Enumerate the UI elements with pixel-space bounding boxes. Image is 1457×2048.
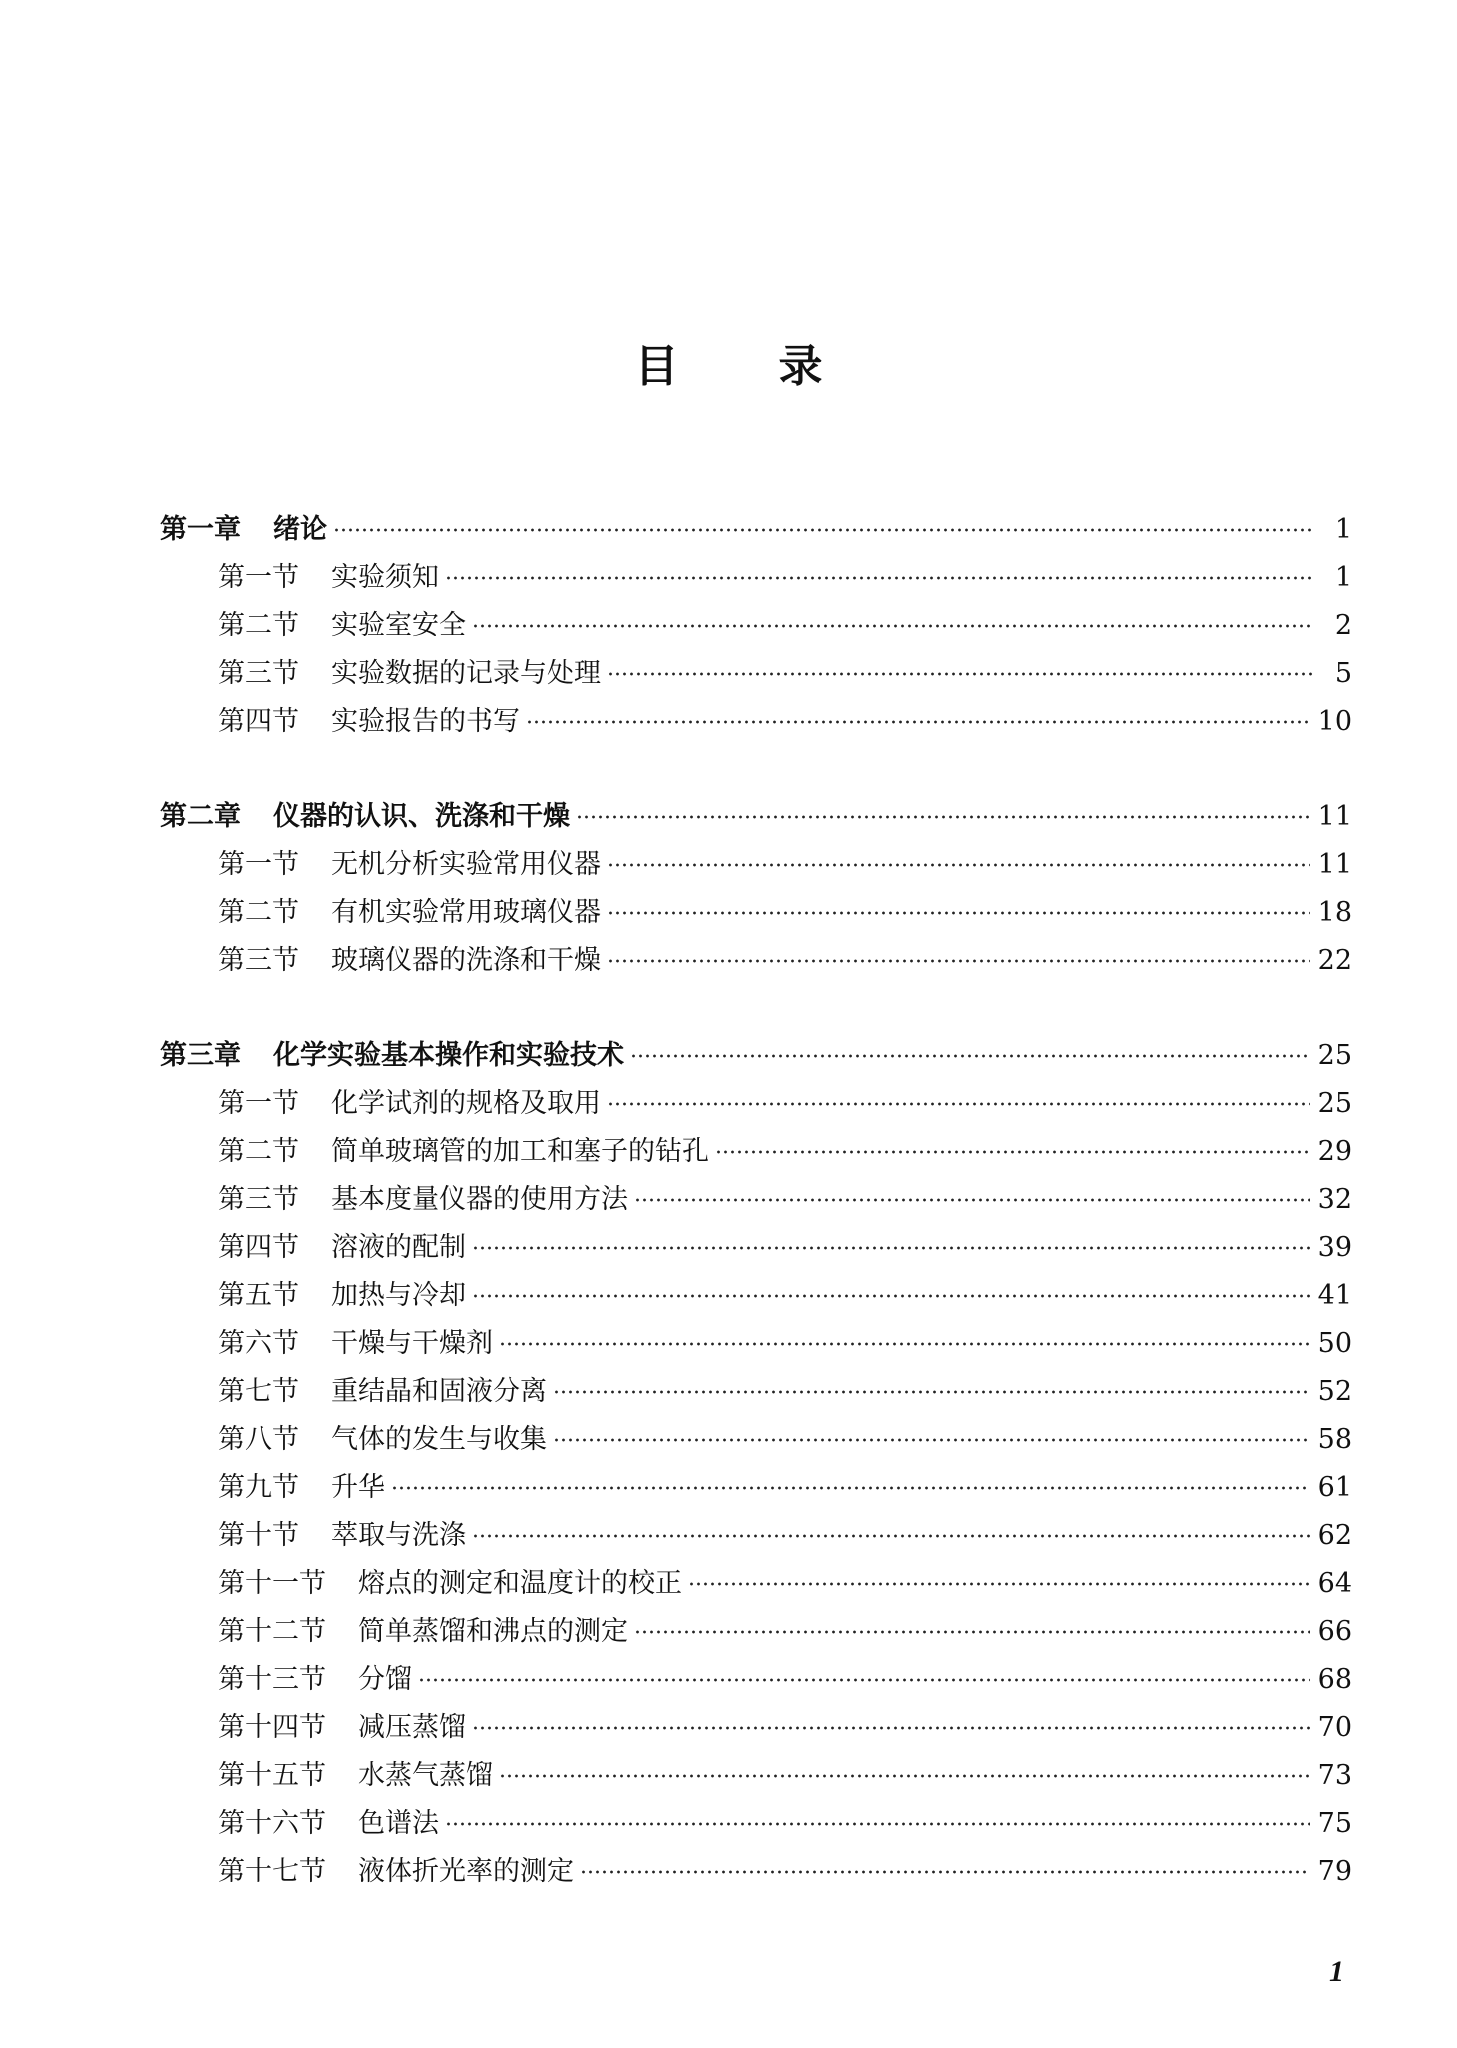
page-ref: 39 — [1317, 1232, 1352, 1263]
chapter-number: 第三章 — [160, 1040, 241, 1071]
section-title: 实验数据的记录与处理 — [331, 658, 601, 689]
page-title: 目录 — [634, 341, 923, 392]
chapter-title: 化学实验基本操作和实验技术 — [273, 1040, 624, 1071]
dot-leader — [607, 959, 1310, 963]
section-title: 液体折光率的测定 — [358, 1856, 574, 1887]
section-title: 无机分析实验常用仪器 — [331, 849, 601, 880]
dot-leader — [630, 1054, 1310, 1058]
page-ref: 1 — [1334, 562, 1352, 593]
section-number: 第四节 — [218, 706, 299, 737]
section-title: 溶液的配制 — [331, 1232, 466, 1263]
toc-section-entry[interactable] — [160, 650, 1352, 698]
section-number: 第三节 — [218, 1184, 299, 1215]
section-title: 实验须知 — [331, 562, 439, 593]
section-title: 化学试剂的规格及取用 — [331, 1088, 601, 1119]
section-number: 第十节 — [218, 1520, 299, 1551]
section-number: 第十一节 — [218, 1568, 326, 1599]
section-title: 加热与冷却 — [331, 1280, 466, 1311]
dot-leader — [607, 911, 1310, 915]
page-ref: 25 — [1317, 1088, 1352, 1119]
page-ref: 64 — [1317, 1568, 1352, 1599]
toc-chapter-entry[interactable] — [160, 1032, 1352, 1080]
dot-leader — [688, 1582, 1310, 1586]
section-number: 第一节 — [218, 1088, 299, 1119]
section-title: 干燥与干燥剂 — [331, 1328, 493, 1359]
section-number: 第二节 — [218, 610, 299, 641]
section-number: 第十三节 — [218, 1664, 326, 1695]
page-ref: 75 — [1317, 1808, 1352, 1839]
toc-section-entry[interactable] — [160, 1416, 1352, 1464]
page-ref: 62 — [1317, 1520, 1352, 1551]
toc-chapter-block — [160, 506, 1352, 746]
section-number: 第十六节 — [218, 1808, 326, 1839]
page-ref: 18 — [1317, 897, 1352, 928]
dot-leader — [445, 1822, 1310, 1826]
toc-chapter-entry[interactable] — [160, 793, 1352, 841]
section-number: 第五节 — [218, 1280, 299, 1311]
page-ref: 52 — [1317, 1376, 1352, 1407]
toc-section-entry[interactable] — [160, 554, 1352, 602]
page-ref: 41 — [1317, 1280, 1352, 1311]
section-number: 第一节 — [218, 849, 299, 880]
page-ref: 10 — [1317, 706, 1352, 737]
toc-section-entry[interactable] — [160, 1560, 1352, 1608]
toc-chapter-block — [160, 793, 1352, 985]
section-title: 气体的发生与收集 — [331, 1424, 547, 1455]
section-number: 第一节 — [218, 562, 299, 593]
page-ref: 73 — [1317, 1760, 1352, 1791]
toc-section-entry[interactable] — [160, 1512, 1352, 1560]
toc-section-entry[interactable] — [160, 937, 1352, 985]
chapter-title: 仪器的认识、洗涤和干燥 — [273, 801, 570, 832]
dot-leader — [607, 1102, 1310, 1106]
dot-leader — [607, 863, 1310, 867]
dot-leader — [418, 1678, 1310, 1682]
section-number: 第四节 — [218, 1232, 299, 1263]
dot-leader — [715, 1150, 1310, 1154]
section-number: 第三节 — [218, 945, 299, 976]
section-title: 简单蒸馏和沸点的测定 — [358, 1616, 628, 1647]
table-of-contents — [160, 506, 1352, 1943]
toc-chapter-block — [160, 1032, 1352, 1896]
dot-leader — [472, 1246, 1310, 1250]
toc-section-entry[interactable] — [160, 1800, 1352, 1848]
page-ref: 11 — [1317, 849, 1352, 880]
page-ref: 68 — [1317, 1664, 1352, 1695]
page-ref: 29 — [1317, 1136, 1352, 1167]
section-title: 实验室安全 — [331, 610, 466, 641]
dot-leader — [607, 672, 1314, 676]
toc-chapter-entry[interactable] — [160, 506, 1352, 554]
page-ref: 50 — [1317, 1328, 1352, 1359]
section-title: 重结晶和固液分离 — [331, 1376, 547, 1407]
section-number: 第九节 — [218, 1472, 299, 1503]
toc-section-entry[interactable] — [160, 1080, 1352, 1128]
section-number: 第八节 — [218, 1424, 299, 1455]
section-number: 第十四节 — [218, 1712, 326, 1743]
page-ref: 22 — [1317, 945, 1352, 976]
dot-leader — [553, 1438, 1310, 1442]
dot-leader — [526, 720, 1310, 724]
toc-section-entry[interactable] — [160, 698, 1352, 746]
dot-leader — [472, 1294, 1310, 1298]
toc-section-entry[interactable] — [160, 1272, 1352, 1320]
page-ref: 58 — [1317, 1424, 1352, 1455]
dot-leader — [391, 1486, 1310, 1490]
section-title: 基本度量仪器的使用方法 — [331, 1184, 628, 1215]
section-title: 实验报告的书写 — [331, 706, 520, 737]
section-title: 减压蒸馏 — [358, 1712, 466, 1743]
section-number: 第二节 — [218, 1136, 299, 1167]
section-number: 第十五节 — [218, 1760, 326, 1791]
dot-leader — [472, 624, 1314, 628]
toc-section-entry[interactable] — [160, 1656, 1352, 1704]
toc-section-entry[interactable] — [160, 602, 1352, 650]
page-ref: 70 — [1317, 1712, 1352, 1743]
chapter-number: 第一章 — [160, 514, 241, 545]
toc-section-entry[interactable] — [160, 1176, 1352, 1224]
section-number: 第三节 — [218, 658, 299, 689]
toc-section-entry[interactable] — [160, 1704, 1352, 1752]
page-ref: 61 — [1317, 1472, 1352, 1503]
page-ref: 2 — [1334, 610, 1352, 641]
dot-leader — [333, 528, 1314, 532]
dot-leader — [553, 1390, 1310, 1394]
toc-section-entry[interactable] — [160, 1848, 1352, 1896]
section-number: 第六节 — [218, 1328, 299, 1359]
section-number: 第二节 — [218, 897, 299, 928]
dot-leader — [576, 815, 1310, 819]
section-title: 熔点的测定和温度计的校正 — [358, 1568, 682, 1599]
section-title: 玻璃仪器的洗涤和干燥 — [331, 945, 601, 976]
section-number: 第七节 — [218, 1376, 299, 1407]
dot-leader — [499, 1774, 1310, 1778]
section-number: 第十七节 — [218, 1856, 326, 1887]
section-title: 分馏 — [358, 1664, 412, 1695]
toc-section-entry[interactable] — [160, 1320, 1352, 1368]
section-title: 有机实验常用玻璃仪器 — [331, 897, 601, 928]
toc-section-entry[interactable] — [160, 1608, 1352, 1656]
toc-section-entry[interactable] — [160, 841, 1352, 889]
section-title: 升华 — [331, 1472, 385, 1503]
page-ref: 11 — [1317, 801, 1352, 832]
toc-section-entry[interactable] — [160, 1752, 1352, 1800]
section-title: 简单玻璃管的加工和塞子的钻孔 — [331, 1136, 709, 1167]
section-title: 水蒸气蒸馏 — [358, 1760, 493, 1791]
dot-leader — [580, 1870, 1310, 1874]
section-number: 第十二节 — [218, 1616, 326, 1647]
dot-leader — [472, 1726, 1310, 1730]
toc-section-entry[interactable] — [160, 889, 1352, 937]
toc-section-entry[interactable] — [160, 1224, 1352, 1272]
toc-section-entry[interactable] — [160, 1368, 1352, 1416]
page-ref: 32 — [1317, 1184, 1352, 1215]
dot-leader — [499, 1342, 1310, 1346]
dot-leader — [472, 1534, 1310, 1538]
chapter-title: 绪论 — [273, 514, 327, 545]
dot-leader — [634, 1198, 1310, 1202]
toc-section-entry[interactable] — [160, 1128, 1352, 1176]
dot-leader — [634, 1630, 1310, 1634]
section-title: 萃取与洗涤 — [331, 1520, 466, 1551]
page-number: 1 — [1329, 1955, 1344, 1988]
section-title: 色谱法 — [358, 1808, 439, 1839]
dot-leader — [445, 576, 1314, 580]
page-ref: 25 — [1317, 1040, 1352, 1071]
page-ref: 79 — [1317, 1856, 1352, 1887]
page-ref: 66 — [1317, 1616, 1352, 1647]
chapter-number: 第二章 — [160, 801, 241, 832]
page-ref: 5 — [1334, 658, 1352, 689]
page-ref: 1 — [1334, 514, 1352, 545]
toc-section-entry[interactable] — [160, 1464, 1352, 1512]
